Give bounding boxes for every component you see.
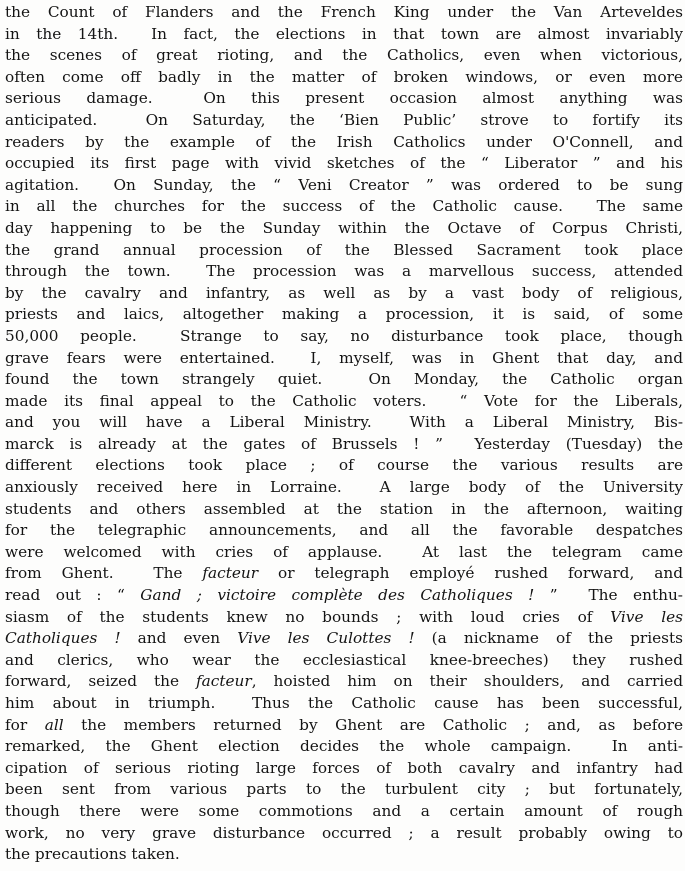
text-line [5,261,683,283]
text-segment: siasm of the students knew no bounds ; with loud cries of [5,607,611,626]
text-line [5,801,683,823]
text-line [5,391,683,413]
text-line [5,671,683,693]
text-segment: for the telegraphic announcements, and all the favorable despatches [5,521,683,540]
text-segment: through the town. The procession was a marvellous success, attended [5,262,683,281]
text-line [5,650,683,672]
text-segment: readers by the example of the Irish Catholics under O'Connell, and [5,132,683,151]
text-segment: the scenes of great rioting, and the Catholics, even when victorious, [5,46,683,65]
text-line [5,844,683,866]
text-segment: the grand annual procession of the Blessed Sacrament took place [5,240,683,259]
text-segment: work, no very grave disturbance occurred ; a result probably owing to [5,823,683,842]
text-line [5,110,683,132]
text-line [5,607,683,629]
text-segment: in the 14th. In fact, the elections in that town are almost invariably [5,24,683,43]
text-segment: (a nickname of the priests [414,629,683,648]
text-segment: been sent from various parts to the turbulent city ; but fortunately, [5,780,683,799]
text-line [5,585,683,607]
text-line [5,499,683,521]
text-segment: in all the churches for the success of the Catholic cause. The same [5,197,683,216]
text-line [5,196,683,218]
text-segment: from Ghent. The [5,564,203,583]
text-segment: students and others assembled at the station in the afternoon, waiting [5,499,683,518]
text-line [5,88,683,110]
text-segment: and clerics, who wear the ecclesiastical knee-breeches) they rushed [5,650,683,669]
text-line [5,304,683,326]
text-line [5,175,683,197]
text-segment: priests and laics, altogether making a procession, it is said, of some [5,305,683,324]
text-line [5,542,683,564]
italic-text-segment: Catholiques ! [5,629,121,648]
text-segment: or telegraph employé rushed forward, and [258,564,683,583]
text-line [5,736,683,758]
text-line [5,823,683,845]
text-segment: found the town strangely quiet. On Monday, the Catholic organ [5,370,683,389]
text-segment: forward, seized the [5,672,196,691]
text-segment: ” The enthu- [549,586,683,605]
text-segment: the members returned by Ghent are Catholic ; and, as before [63,715,683,734]
text-line [5,67,683,89]
text-segment: the precautions taken. [5,845,180,864]
text-segment: anxiously received here in Lorraine. A large body of the University [5,478,683,497]
text-segment: and even [120,629,238,648]
text-segment: marck is already at the gates of Brussels ! ” Yesterday (Tuesday) the [5,434,683,453]
italic-text-segment: facteur [202,564,259,583]
text-segment: often come off badly in the matter of broken windows, or even more [5,67,683,86]
text-line [5,348,683,370]
text-segment: though there were some commotions and a certain amount of rough [5,801,683,820]
text-segment: 50,000 people. Strange to say, no disturbance took place, though [5,326,683,345]
text-segment: cipation of serious rioting large forces of both cavalry and infantry had [5,758,683,777]
text-segment: and you will have a Liberal Ministry. With a Liberal Ministry, Bis- [5,413,683,432]
italic-text-segment: Vive les Culottes ! [237,629,415,648]
text-line [5,153,683,175]
text-line [5,283,683,305]
text-line [5,455,683,477]
text-line [5,434,683,456]
text-segment: grave fears were entertained. I, myself, was in Ghent that day, and [5,348,683,367]
text-segment: occupied its first page with vivid sketches of the “ Liberator ” and his [5,154,683,173]
italic-text-segment: Gand ; victoire complète des Catholiques ! [140,586,550,605]
text-line [5,369,683,391]
text-segment: agitation. On Sunday, the “ Veni Creator ” was ordered to be sung [5,175,683,194]
text-line [5,779,683,801]
text-segment: serious damage. On this present occasion almost anything was [5,89,683,108]
text-line [5,326,683,348]
text-line [5,477,683,499]
text-segment: him about in triumph. Thus the Catholic cause has been successful, [5,694,683,712]
article-text-column [5,2,683,866]
italic-text-segment: Vive les [610,607,683,626]
text-line [5,715,683,737]
text-segment: day happening to be the Sunday within the Octave of Corpus Christi, [5,218,683,237]
text-line [5,520,683,542]
text-line [5,24,683,46]
text-line [5,218,683,240]
text-line [5,132,683,154]
text-line [5,2,683,24]
text-line [5,412,683,434]
italic-text-segment: all [44,715,64,734]
text-line [5,563,683,585]
text-line [5,240,683,262]
text-segment: by the cavalry and infantry, as well as by a vast body of religious, [5,283,683,302]
text-segment: made its final appeal to the Catholic voters. “ Vote for the Liberals, [5,391,683,410]
text-segment: the Count of Flanders and the French King under the Van Arteveldes [5,3,683,21]
text-line [5,693,683,715]
text-segment: different elections took place ; of course the various results are [5,456,683,475]
text-line [5,45,683,67]
italic-text-segment: facteur [196,672,252,691]
text-line [5,628,683,650]
text-segment: , hoisted him on their shoulders, and carried [251,672,683,691]
text-segment: for [5,715,45,734]
text-line [5,758,683,780]
text-segment: anticipated. On Saturday, the ‘Bien Public’ strove to fortify its [5,110,683,129]
text-segment: were welcomed with cries of applause. At last the telegram came [5,542,683,561]
text-segment: remarked, the Ghent election decides the whole campaign. In anti- [5,737,683,756]
text-segment: read out : “ [5,586,141,605]
